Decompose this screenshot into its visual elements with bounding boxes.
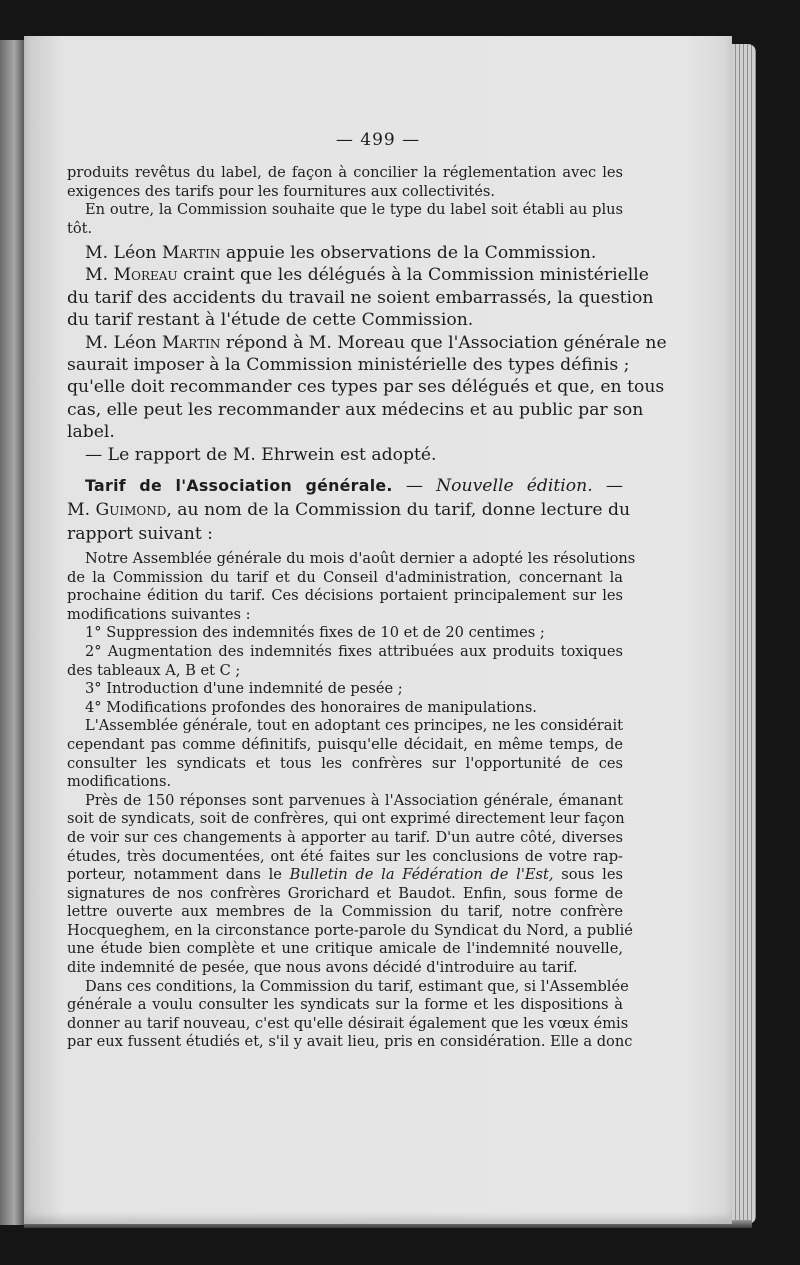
text-line: saurait imposer à la Commission ministérielle des types définis ;: [67, 355, 630, 376]
book-page: [24, 36, 732, 1224]
publication-title: Bulletin de la Fédération de l'Est,: [289, 866, 554, 884]
text-line: des tableaux A, B et C ;: [67, 661, 241, 679]
text-line: L'Assemblée générale, tout en adoptant ces principes, ne les considérait: [85, 717, 623, 735]
text-line: Près de 150 réponses sont parvenues à l'Association générale, émanant: [85, 791, 623, 809]
text-line: du tarif restant à l'étude de cette Commission.: [67, 310, 474, 331]
text-span: porteur, notamment dans le: [67, 866, 282, 884]
text-line: modifications.: [67, 773, 172, 791]
text-line: études, très documentées, ont été faites sur les conclusions de votre rap-: [67, 847, 623, 865]
speaker-name: Guimond: [95, 500, 167, 520]
text-line: exigences des tarifs pour les fournitures aux collectivités.: [67, 182, 496, 200]
section-title: Tarif de l'Association générale.: [85, 476, 393, 495]
moreau-remark: [67, 264, 649, 286]
text-line: de la Commission du tarif et du Conseil d'administration, concernant la: [67, 568, 623, 586]
text-line: soit de syndicats, soit de confrères, qui ont exprimé directement leur façon: [67, 810, 625, 828]
text-span: sous les: [561, 866, 623, 884]
discussion-block: [67, 242, 667, 466]
text-line: prochaine édition du tarif. Ces décisions portaient principalement sur les: [67, 587, 623, 605]
text-line: produits revêtus du label, de façon à concilier la réglementation avec les: [67, 164, 623, 181]
text-line: Notre Assemblée générale du mois d'août dernier a adopté les résolutions: [85, 550, 636, 567]
dash: —: [605, 476, 623, 496]
text-line: signatures de nos confrères Grorichard et Baudot. Enfin, sous forme de: [67, 884, 623, 902]
list-item: 1° Suppression des indemnités fixes de 10 et de 20 centimes ;: [85, 624, 545, 642]
list-item: 3° Introduction d'une indemnité de pesée ;: [85, 680, 403, 698]
text-line: une étude bien complète et une critique amicale de l'indemnité nouvelle,: [67, 940, 623, 958]
bulletin-line: [67, 866, 623, 885]
text-line: En outre, la Commission souhaite que le type du label soit établi au plus: [85, 201, 623, 219]
speaker-name: Martin: [162, 332, 221, 353]
text-line: générale a voulu consulter les syndicats sur la forme et les dispositions à: [67, 996, 623, 1014]
text-line: tôt.: [67, 219, 93, 237]
text-line: donner au tarif nouveau, c'est qu'elle désirait également que les vœux émis: [67, 1014, 629, 1032]
text-line: modifications suivantes :: [67, 605, 251, 623]
text-line: consulter les syndicats et tous les confrères sur l'opportunité de ces: [67, 754, 623, 772]
text-line: par eux fussent étudiés et, s'il y avait lieu, pris en considération. Elle a donc: [67, 1033, 633, 1051]
speaker-name: Moreau: [113, 265, 178, 286]
martin-reply: [67, 332, 667, 354]
text-line: Hocqueghem, en la circonstance porte-parole du Syndicat du Nord, a publié: [67, 921, 633, 939]
guimond-intro: [67, 498, 631, 522]
section-subtitle: Nouvelle édition.: [436, 476, 593, 496]
page-number: — 499 —: [335, 130, 421, 150]
list-item: 2° Augmentation des indemnités fixes attribuées aux produits toxiques: [85, 642, 623, 660]
left-page-edge: [0, 40, 24, 1225]
dash: —: [405, 476, 424, 496]
martin-remark: [67, 242, 623, 264]
speaker-prefix: M. Léon: [85, 332, 157, 353]
section-title-line: [67, 474, 623, 498]
adoption-note: — Le rapport de M. Ehrwein est adopté.: [85, 444, 437, 465]
text-line: rapport suivant :: [67, 524, 213, 544]
speaker-prefix: M.: [85, 265, 109, 286]
text-line: du tarif des accidents du travail ne soient embarrassés, la question: [67, 287, 654, 308]
section-heading: [67, 474, 631, 546]
text-span: craint que les délégués à la Commission ministérielle: [183, 265, 649, 286]
text-line: Dans ces conditions, la Commission du tarif, estimant que, si l'Assemblée: [85, 977, 629, 995]
list-item: 4° Modifications profondes des honoraires de manipulations.: [85, 698, 537, 716]
commission-paragraph: [67, 164, 623, 238]
text-line: cependant pas comme définitifs, puisqu'elle décidait, en même temps, de: [67, 735, 623, 753]
text-line: cas, elle peut les recommander aux médecins et au public par son: [67, 399, 644, 420]
speaker-prefix: M.: [67, 500, 91, 520]
text-line: qu'elle doit recommander ces types par ses délégués et que, en tous: [67, 377, 665, 398]
text-span: répond à M. Moreau que l'Association générale ne: [225, 332, 667, 353]
report-text: [67, 550, 636, 1052]
speaker-prefix: M. Léon: [85, 243, 157, 263]
text-span: appuie les observations de la Commission.: [225, 243, 597, 263]
text-line: dite indemnité de pesée, que nous avons décidé d'introduire au tarif.: [67, 959, 578, 977]
text-line: de voir sur ces changements à apporter au tarif. D'un autre côté, diverses: [67, 828, 623, 846]
text-line: label.: [67, 422, 115, 443]
speaker-name: Martin: [162, 243, 221, 263]
text-line: lettre ouverte aux membres de la Commission du tarif, notre confrère: [67, 903, 623, 921]
text-span: , au nom de la Commission du tarif, donne lecture du: [166, 500, 631, 520]
